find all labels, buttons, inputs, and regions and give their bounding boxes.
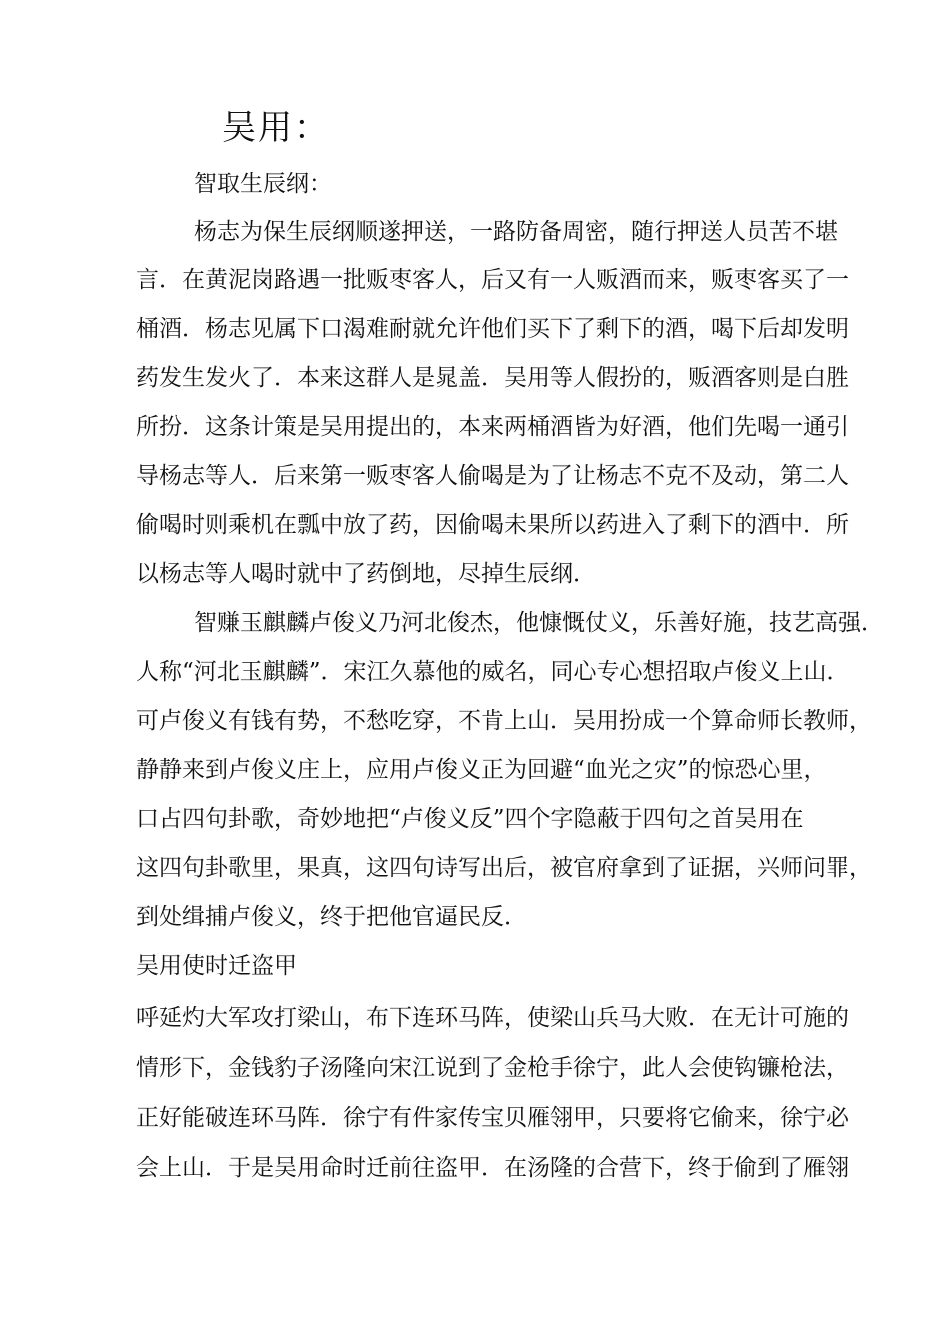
paragraph-line: 桶酒．杨志见属下口渴难耐就允许他们买下了剩下的酒，喝下后却发明 xyxy=(136,316,849,342)
paragraph-line: 会上山．于是吴用命时迁前往盗甲．在汤隆的合营下，终于偷到了雁翎 xyxy=(136,1155,849,1181)
paragraph-line: 杨志为保生辰纲顺遂押送，一路防备周密，随行押送人员苦不堪 xyxy=(194,219,838,245)
paragraph-line: 偷喝时则乘机在瓢中放了药，因偷喝未果所以药进入了剩下的酒中．所 xyxy=(136,512,849,538)
page-title: 吴用： xyxy=(222,108,330,148)
section-heading-zhiqu: 智取生辰纲： xyxy=(194,171,332,197)
paragraph-line: 导杨志等人．后来第一贩枣客人偷喝是为了让杨志不克不及动，第二人 xyxy=(136,463,849,489)
section-heading-daojia: 吴用使时迁盗甲 xyxy=(136,953,297,979)
paragraph-line: 口占四句卦歌，奇妙地把“卢俊义反”四个字隐蔽于四句之首吴用在 xyxy=(136,806,804,832)
paragraph-line: 正好能破连环马阵．徐宁有件家传宝贝雁翎甲，只要将它偷来，徐宁必 xyxy=(136,1105,849,1131)
paragraph-line: 可卢俊义有钱有势，不愁吃穿，不肯上山．吴用扮成一个算命师长教师， xyxy=(136,708,872,734)
paragraph-line: 呼延灼大军攻打梁山，布下连环马阵，使梁山兵马大败．在无计可施的 xyxy=(136,1005,849,1031)
paragraph-line: 药发生发火了．本来这群人是晁盖．吴用等人假扮的，贩酒客则是白胜 xyxy=(136,365,849,391)
paragraph-line: 所扮．这条计策是吴用提出的，本来两桶酒皆为好酒，他们先喝一通引 xyxy=(136,414,849,440)
paragraph-line: 智赚玉麒麟卢俊义乃河北俊杰，他慷慨仗义，乐善好施，技艺高强． xyxy=(194,610,884,636)
paragraph-line: 静静来到卢俊义庄上，应用卢俊义正为回避“血光之灾”的惊恐心里， xyxy=(136,757,827,783)
paragraph-line: 人称“河北玉麒麟”．宋江久慕他的威名，同心专心想招取卢俊义上山． xyxy=(136,659,850,685)
paragraph-line: 言．在黄泥岗路遇一批贩枣客人，后又有一人贩酒而来，贩枣客买了一 xyxy=(136,267,849,293)
paragraph-line: 以杨志等人喝时就中了药倒地，尽掉生辰纲． xyxy=(136,561,596,587)
paragraph-line: 这四句卦歌里，果真，这四句诗写出后，被官府拿到了证据，兴师问罪， xyxy=(136,855,872,881)
paragraph-line: 情形下，金钱豹子汤隆向宋江说到了金枪手徐宁，此人会使钩镰枪法， xyxy=(136,1055,849,1081)
paragraph-line: 到处缉捕卢俊义，终于把他官逼民反． xyxy=(136,904,527,930)
